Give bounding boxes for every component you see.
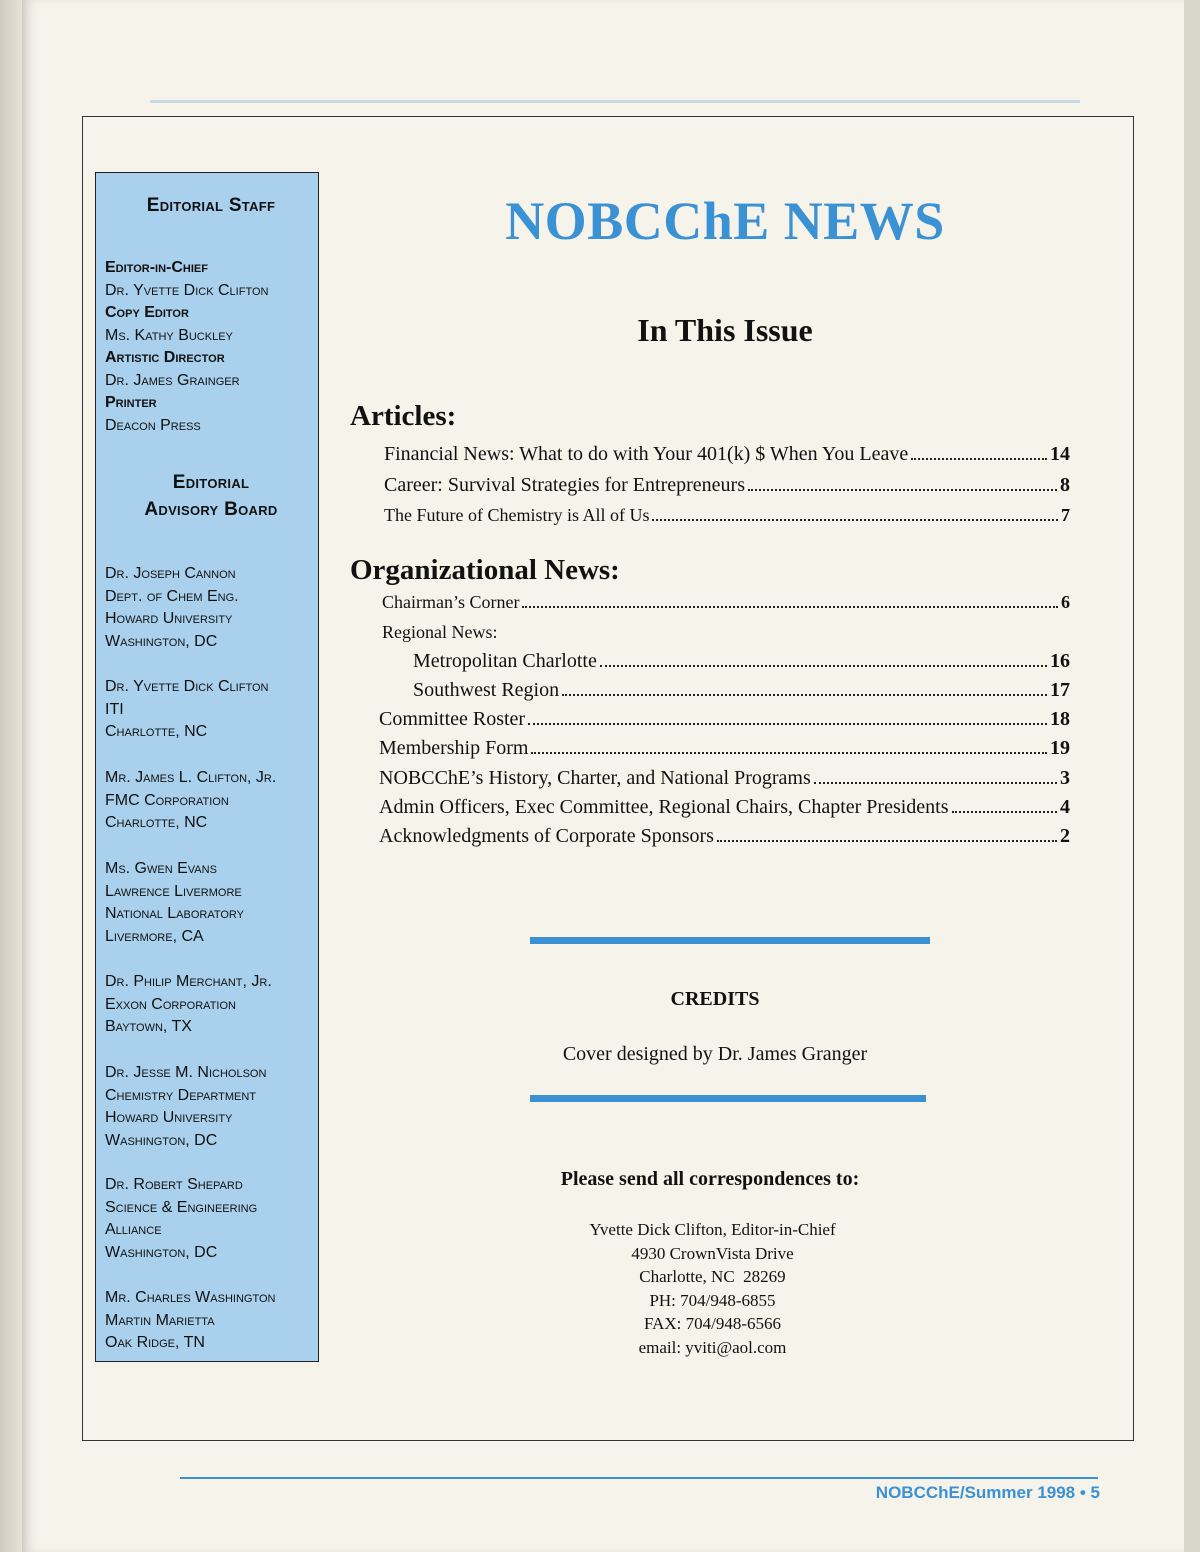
advisory-board-heading xyxy=(105,469,317,523)
board-line: Mr. James L. Clifton, Jr. xyxy=(105,769,277,786)
board-line: Dr. Joseph Cannon xyxy=(105,565,236,582)
board-line: Science & Engineering xyxy=(105,1198,258,1216)
board-member xyxy=(105,1062,317,1152)
footer-rule xyxy=(180,1477,1098,1479)
board-member xyxy=(105,767,317,835)
board-line: ITI xyxy=(105,700,124,718)
board-line: Chemistry Department xyxy=(105,1086,257,1104)
toc-leader xyxy=(652,505,1058,521)
top-rule xyxy=(150,100,1080,103)
toc-leader xyxy=(717,826,1057,842)
staff-name: Dr. Yvette Dick Clifton xyxy=(105,281,269,299)
toc-entry xyxy=(384,505,1070,526)
board-line: Washington, DC xyxy=(105,1131,218,1149)
binding-spine xyxy=(0,0,22,1552)
toc-title: Acknowledgments of Corporate Sponsors xyxy=(379,825,714,847)
address-line: Yvette Dick Clifton, Editor-in-Chief xyxy=(589,1220,836,1239)
toc-leader xyxy=(531,738,1047,754)
correspondence-heading: Please send all correspondences to: xyxy=(560,1168,860,1190)
board-line: Howard University xyxy=(105,1109,233,1126)
credits-heading: CREDITS xyxy=(670,988,760,1010)
toc-leader xyxy=(911,444,1047,460)
board-line: Exxon Corporation xyxy=(105,995,236,1013)
board-line: Lawrence Livermore xyxy=(105,882,242,900)
toc-title: Career: Survival Strategies for Entrepreneurs xyxy=(384,474,745,496)
toc-entry xyxy=(413,679,1070,702)
toc-page: 14 xyxy=(1050,443,1070,465)
toc-leader xyxy=(952,797,1057,813)
toc-page: 18 xyxy=(1050,708,1070,730)
board-line: Alliance xyxy=(105,1221,162,1238)
editorial-sidebar xyxy=(95,172,319,1362)
newsletter-masthead: NOBCChE NEWS xyxy=(505,191,945,251)
staff-role: Printer xyxy=(105,394,157,411)
board-member xyxy=(105,563,317,653)
board-line: Washington, DC xyxy=(105,632,218,650)
board-member xyxy=(105,1287,317,1355)
board-line: FMC Corporation xyxy=(105,791,229,809)
regional-news-label xyxy=(382,622,497,643)
divider-bar xyxy=(530,1095,926,1102)
toc-entry xyxy=(413,650,1070,673)
staff-role: Artistic Director xyxy=(105,349,225,366)
credits-line: Cover designed by Dr. James Granger xyxy=(562,1043,868,1065)
toc-entry xyxy=(382,592,1070,613)
board-line: Dr. Philip Merchant, Jr. xyxy=(105,973,272,990)
staff-role: Editor-in-Chief xyxy=(105,259,208,276)
toc-title: Admin Officers, Exec Committee, Regional Chairs, Chapter Presidents xyxy=(379,796,949,818)
toc-title: Committee Roster xyxy=(379,708,526,730)
board-line: Charlotte, NC xyxy=(105,814,208,831)
toc-page: 16 xyxy=(1050,650,1070,672)
toc-leader xyxy=(522,592,1058,608)
board-line: Charlotte, NC xyxy=(105,723,208,740)
toc-leader xyxy=(528,709,1047,725)
address-line: email: yviti@aol.com xyxy=(638,1337,787,1357)
toc-leader xyxy=(814,768,1057,784)
editorial-staff-heading: Editorial Staff xyxy=(146,195,276,216)
toc-entry xyxy=(384,443,1070,466)
staff-list xyxy=(105,257,317,437)
advisory-heading-line1: Editorial xyxy=(172,472,250,493)
board-line: National Laboratory xyxy=(105,905,245,922)
toc-page: 8 xyxy=(1060,474,1070,496)
board-line: Washington, DC xyxy=(105,1243,218,1261)
staff-name: Dr. James Grainger xyxy=(105,371,240,389)
board-line: Oak Ridge, TN xyxy=(105,1334,205,1351)
board-line: Dr. Yvette Dick Clifton xyxy=(105,678,269,695)
address-line: Charlotte, NC 28269 xyxy=(639,1267,786,1286)
board-line: Ms. Gwen Evans xyxy=(105,860,217,877)
board-line: Dept. of Chem Eng. xyxy=(105,587,239,605)
board-member xyxy=(105,971,317,1039)
toc-title: The Future of Chemistry is All of Us xyxy=(384,505,650,525)
footer-issue-page: NOBCChE/Summer 1998 • 5 xyxy=(875,1483,1100,1502)
toc-entry xyxy=(379,708,1070,731)
address-line: FAX: 704/948-6566 xyxy=(643,1314,782,1333)
address-line: 4930 CrownVista Drive xyxy=(631,1243,794,1263)
toc-entry xyxy=(384,474,1070,497)
correspondence-address xyxy=(540,1218,885,1359)
toc-page: 2 xyxy=(1060,825,1070,847)
toc-page: 4 xyxy=(1060,796,1070,818)
toc-title: NOBCChE’s History, Charter, and National Programs xyxy=(379,767,811,789)
staff-name: Deacon Press xyxy=(105,416,201,434)
issue-title: In This Issue xyxy=(637,312,813,348)
toc-entry xyxy=(379,825,1070,848)
board-member xyxy=(105,858,317,948)
articles-heading: Articles: xyxy=(350,400,457,432)
board-line: Martin Marietta xyxy=(105,1311,215,1329)
board-member xyxy=(105,1174,317,1264)
board-line: Livermore, CA xyxy=(105,927,204,945)
toc-page: 17 xyxy=(1050,679,1070,701)
board-line: Dr. Jesse M. Nicholson xyxy=(105,1064,267,1081)
staff-name: Ms. Kathy Buckley xyxy=(105,326,233,344)
toc-title: Chairman’s Corner xyxy=(382,592,520,612)
toc-leader xyxy=(562,680,1047,696)
toc-page: 3 xyxy=(1060,767,1070,789)
toc-leader xyxy=(748,475,1057,491)
toc-leader xyxy=(600,651,1047,667)
board-line: Dr. Robert Shepard xyxy=(105,1176,243,1193)
board-member xyxy=(105,676,317,744)
address-line: PH: 704/948-6855 xyxy=(649,1290,776,1310)
board-line: Mr. Charles Washington xyxy=(105,1289,276,1306)
divider-bar xyxy=(530,937,930,944)
toc-entry xyxy=(379,767,1070,790)
toc-title: Financial News: What to do with Your 401(k) $ When You Leave xyxy=(384,443,909,465)
board-line: Howard University xyxy=(105,610,233,627)
staff-role: Copy Editor xyxy=(105,304,189,321)
board-line: Baytown, TX xyxy=(105,1018,192,1035)
toc-page: 6 xyxy=(1061,592,1070,612)
toc-entry xyxy=(379,737,1070,760)
toc-page: 7 xyxy=(1061,505,1070,525)
regional-news-text: Regional News: xyxy=(382,622,498,642)
toc-title: Southwest Region xyxy=(413,679,560,701)
toc-title: Metropolitan Charlotte xyxy=(413,650,597,672)
org-news-heading: Organizational News: xyxy=(350,554,620,586)
toc-page: 19 xyxy=(1050,737,1070,759)
advisory-heading-line2: Advisory Board xyxy=(144,499,278,520)
toc-title: Membership Form xyxy=(379,737,529,759)
toc-entry xyxy=(379,796,1070,819)
